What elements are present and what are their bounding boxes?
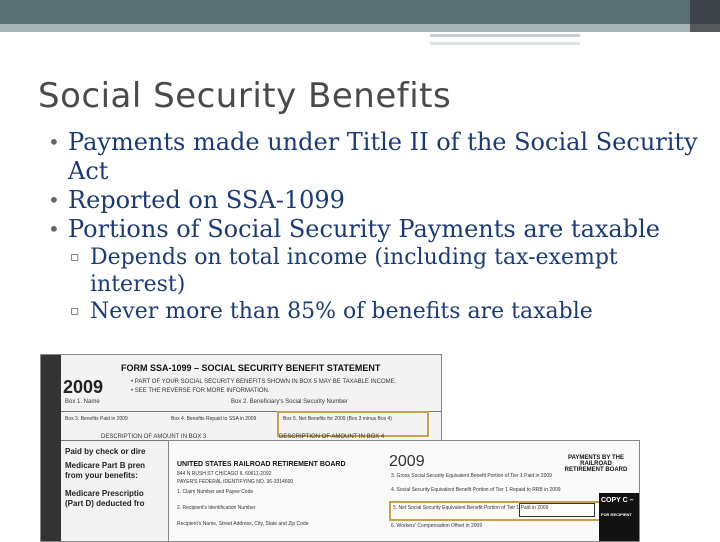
rrb-copy-sub-label: FOR RECIPIENT [601, 512, 632, 517]
rrb-payments-title: PAYMENTS BY THE RAILROAD RETIREMENT BOARD [564, 455, 628, 473]
rrb-line-5: 5. Net Social Security Equivalent Benefit Portion of Tier 1 Paid in 2009 [393, 505, 549, 511]
bullet-item: • Reported on SSA-1099 [48, 186, 345, 214]
slide-title: Social Security Benefits [38, 76, 452, 116]
ssa-side-text: Paid by check or dire [65, 447, 146, 456]
header-rule-short [430, 34, 580, 37]
ssa-box4-label: Box 4. Benefits Repaid to SSA in 2009 [171, 416, 257, 422]
sub-bullet-square-icon: ▫ [70, 303, 80, 319]
bullet-dot-icon: • [48, 130, 60, 154]
ssa-desc3-label: DESCRIPTION OF AMOUNT IN BOX 3 [101, 434, 207, 440]
header-rule-dark [690, 24, 720, 32]
ssa-box1-label: Box 1. Name [65, 399, 100, 405]
ssa-box5-label: Box 5. Net Benefits for 2009 (Box 3 minus Box 4) [283, 416, 392, 422]
rrb-board-name: UNITED STATES RAILROAD RETIREMENT BOARD [177, 461, 346, 468]
rrb-recipient-name-label: Recipient's Name, Street Address, City, State and Zip Code [177, 521, 309, 527]
bullet-item: • Portions of Social Security Payments are taxable [48, 215, 660, 243]
ssa-form-note: • SEE THE REVERSE FOR MORE INFORMATION. [131, 388, 270, 394]
bullet-dot-icon: • [48, 217, 60, 241]
ssa-side-text: (Part D) deducted fro [65, 499, 145, 508]
ssa-side-text: Medicare Prescriptio [65, 489, 144, 498]
ssa-form-year: 2009 [63, 377, 104, 397]
sub-bullet-item: ▫ Never more than 85% of benefits are taxable [70, 299, 593, 324]
sub-bullet-item: ▫ Depends on total income (including tax-exempt interest) [70, 245, 618, 297]
rrb-copy-c-tab [599, 493, 639, 541]
rrb-copy-label: COPY C – [601, 497, 634, 504]
rrb-line-4: 4. Social Security Equivalent Benefit Portion of Tier 1 Repaid to RRB in 2009 [391, 487, 561, 493]
rrb-recipient-id-label: 2. Recipient's Identification Number [177, 505, 256, 511]
sub-bullet-square-icon: ▫ [70, 249, 80, 265]
bullet-dot-icon: • [48, 188, 60, 212]
rrb-address: 844 N RUSH ST CHICAGO IL 60611-2092 [177, 471, 272, 477]
ssa-box3-label: Box 3. Benefits Paid in 2009 [65, 416, 128, 422]
rrb-line-6: 6. Workers' Compensation Offset in 2009 [391, 523, 483, 529]
rrb-line-3: 3. Gross Social Security Equivalent Benefit Portion of Tier 1 Paid in 2009 [391, 473, 552, 479]
rrb-claim-label: 1. Claim Number and Payee Code [177, 489, 254, 495]
rrb-1099-form-image [168, 440, 640, 542]
rrb-fed-id: PAYER'S FEDERAL IDENTIFYING NO. 36-3314600 [177, 479, 294, 485]
header-rule [0, 24, 720, 32]
header-rule-short-light [430, 42, 580, 45]
form-edge-shadow [41, 355, 61, 541]
ssa-side-text: from your benefits: [65, 471, 138, 480]
ssa-side-text: Medicare Part B pren [65, 461, 146, 470]
bullet-item: • Payments made under Title II of the Social Security Act [48, 128, 698, 185]
ssa-box2-label: Box 2. Beneficiary's Social Security Number [231, 399, 348, 405]
ssa-form-title: FORM SSA-1099 – SOCIAL SECURITY BENEFIT STATEMENT [121, 363, 381, 373]
top-accent-bar [0, 0, 720, 24]
bullet-list [48, 128, 708, 325]
ssa-desc4-label: DESCRIPTION OF AMOUNT IN BOX 4 [279, 434, 385, 440]
ssa-form-note: • PART OF YOUR SOCIAL SECURITY BENEFITS SHOWN IN BOX 5 MAY BE TAXABLE INCOME. [131, 379, 397, 385]
rrb-form-year: 2009 [389, 453, 425, 470]
top-accent-bar-dark [690, 0, 720, 24]
